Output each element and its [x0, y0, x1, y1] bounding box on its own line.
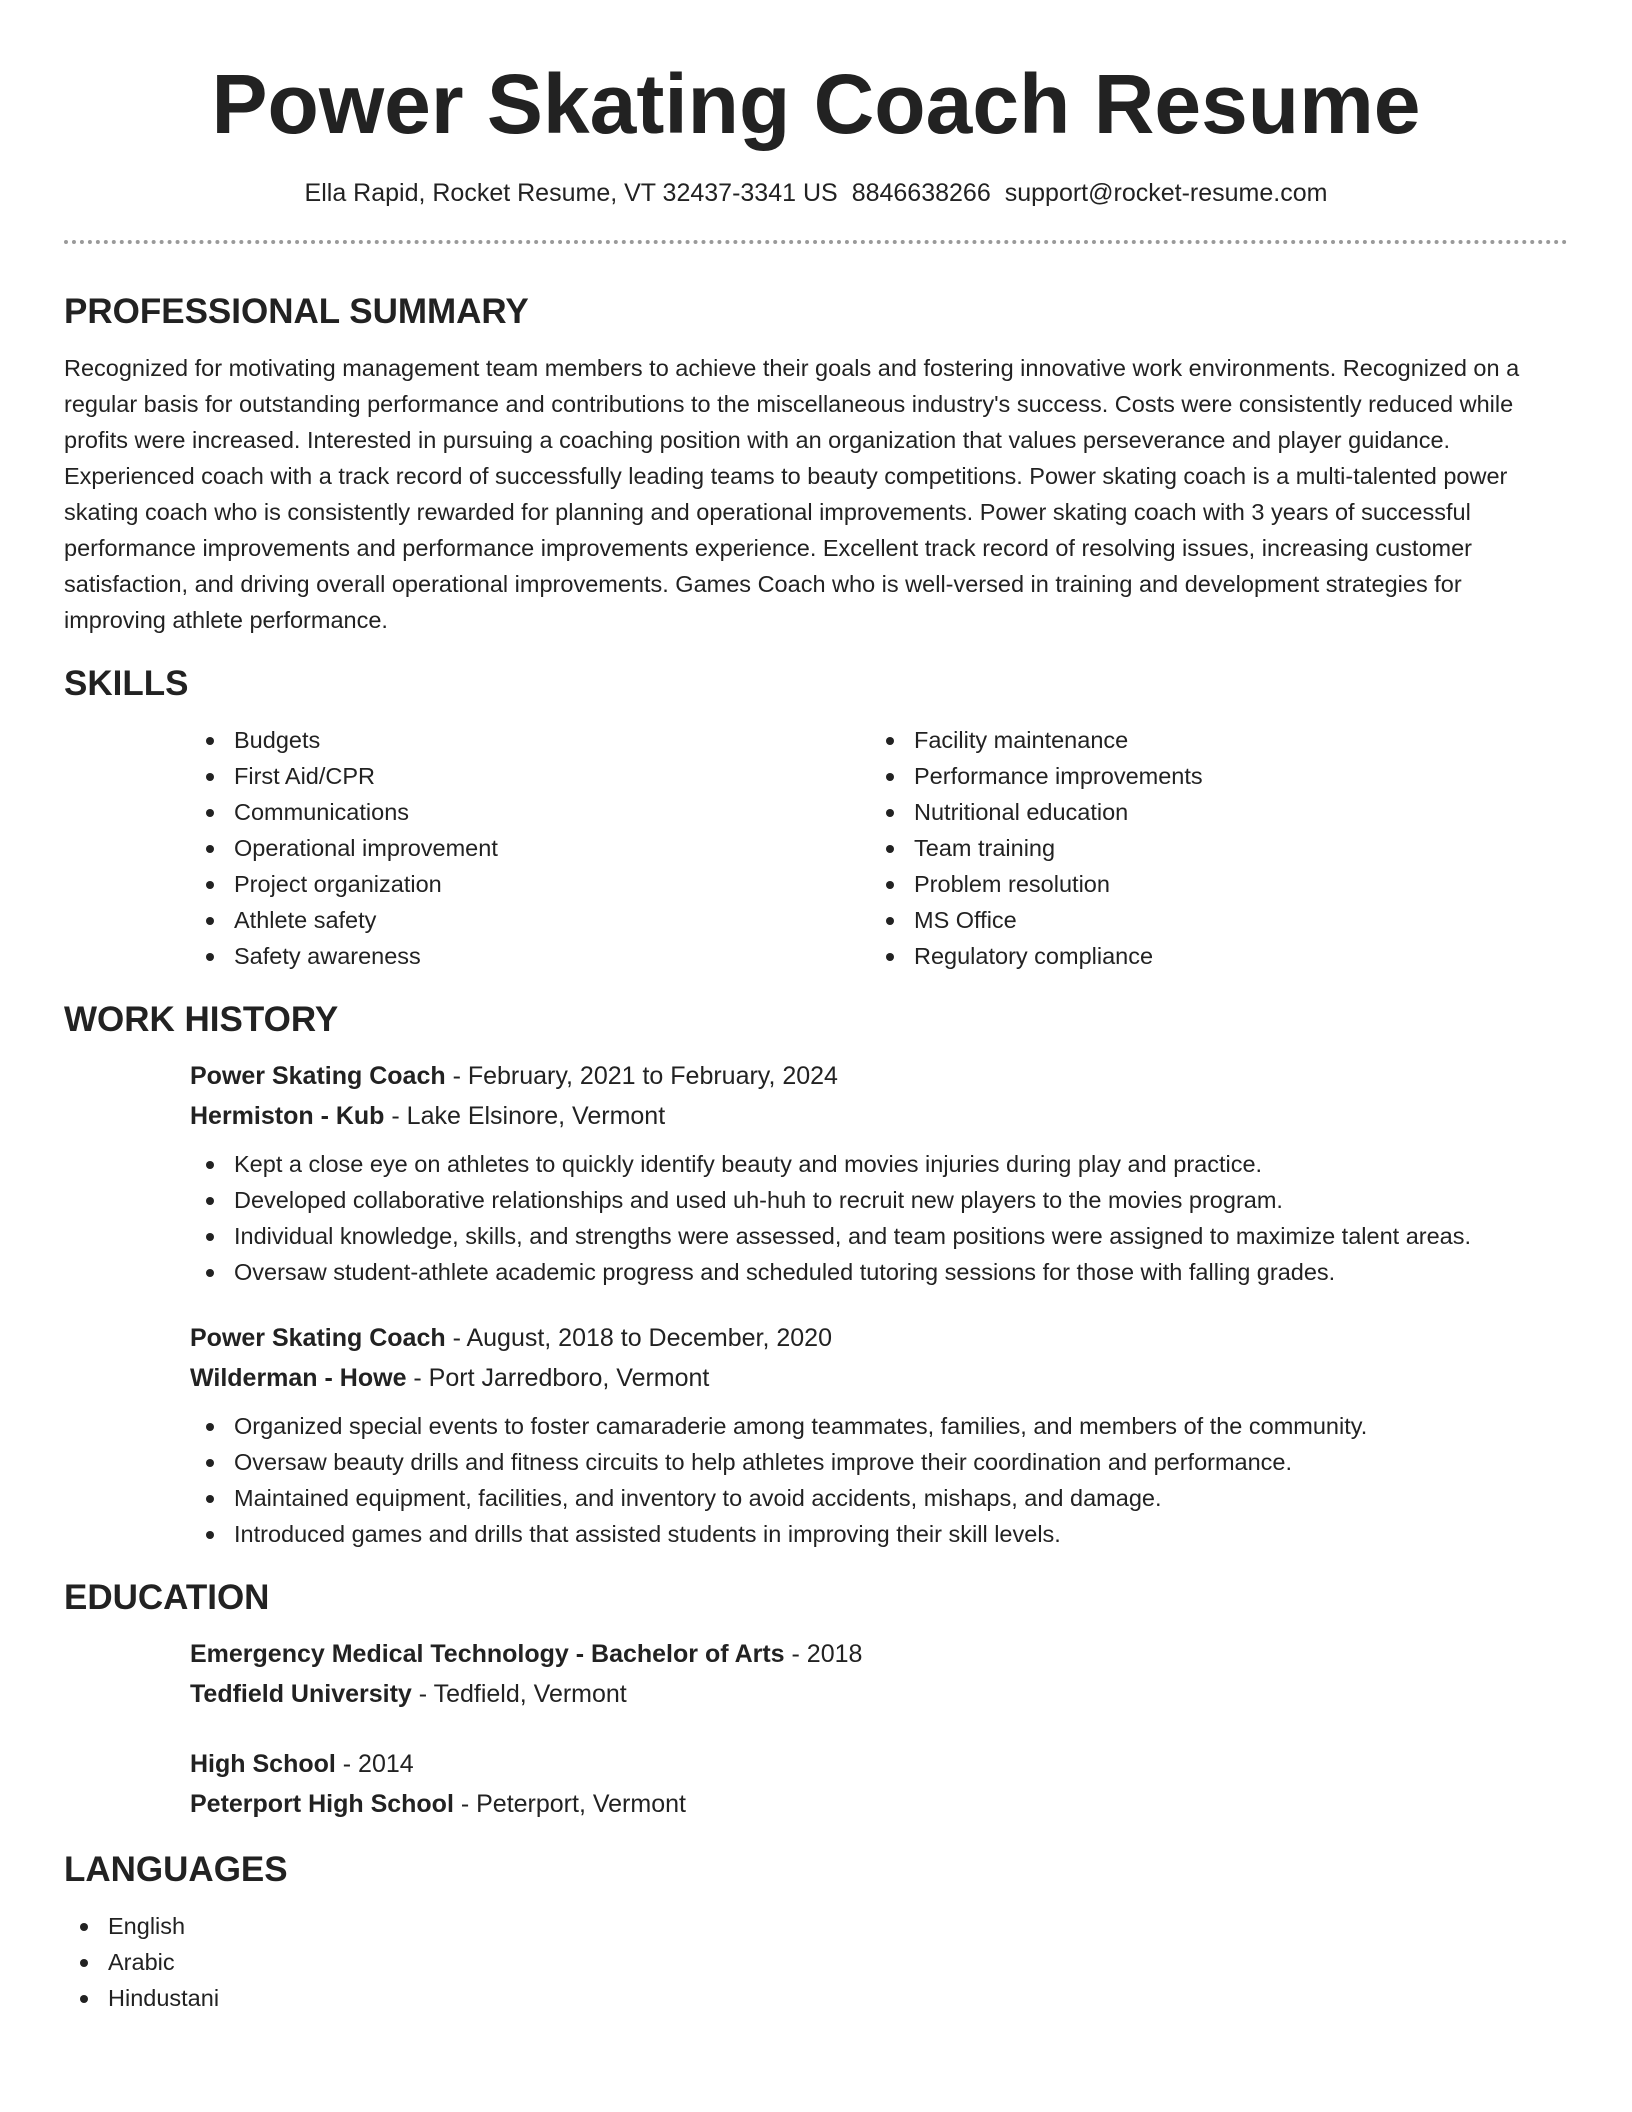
degree-line: [190, 1634, 1568, 1674]
resume-page: [64, 0, 1568, 2016]
summary-section: [64, 290, 1568, 638]
job-dates: - August, 2018 to December, 2020: [445, 1324, 832, 1352]
skill-item: Budgets: [190, 722, 870, 758]
job-bullet: Oversaw beauty drills and fitness circuits to help athletes improve their coordination and performance.: [190, 1444, 1568, 1480]
languages-section: [64, 1848, 1568, 2016]
degree: Emergency Medical Technology - Bachelor of Arts: [190, 1640, 785, 1668]
page-title: Power Skating Coach Resume: [211, 57, 1421, 151]
school-line: [190, 1674, 1568, 1714]
skill-item: Performance improvements: [870, 758, 1550, 794]
job-company: Hermiston - Kub: [190, 1102, 385, 1130]
job-entry: [190, 1318, 1568, 1552]
school: Peterport High School: [190, 1790, 454, 1818]
job-bullet: Maintained equipment, facilities, and inventory to avoid accidents, mishaps, and damage.: [190, 1480, 1568, 1516]
education-entry: [190, 1744, 1568, 1824]
contact-email: support@rocket-resume.com: [1004, 179, 1328, 207]
contact-address: Ella Rapid, Rocket Resume, VT 32437-3341 US: [304, 179, 838, 207]
job-title-line: [190, 1056, 1568, 1096]
job-company-line: [190, 1358, 1568, 1398]
job-dates: - February, 2021 to February, 2024: [445, 1062, 838, 1090]
summary-text: Recognized for motivating management team members to achieve their goals and fostering innovative work environments. Recognized on a regular basis for outstanding performance and contributions to the miscellaneous industry's success. Costs were consistently reduced while profits were increased. Interested in pursuing a coaching position with an organization that values perseverance and player guidance. Experienced coach with a track record of successfully leading teams to beauty competitions. Power skating coach is a multi-talented power skating coach who is consistently rewarded for planning and operational improvements. Power skating coach with 3 years of successful performance improvements and performance improvements experience. Excellent track record of resolving issues, increasing customer satisfaction, and driving overall operational improvements. Games Coach who is well-versed in training and development strategies for improving athlete performance.: [64, 355, 1520, 633]
contact-phone: 8846638266: [851, 179, 991, 207]
education-entry: [190, 1634, 1568, 1714]
degree-year: - 2014: [335, 1750, 414, 1778]
skill-item: Safety awareness: [190, 938, 870, 974]
skill-item: Facility maintenance: [870, 722, 1550, 758]
skills-section: [64, 662, 1568, 974]
job-bullets: [190, 1146, 1568, 1290]
skill-item: Problem resolution: [870, 866, 1550, 902]
job-bullet: Individual knowledge, skills, and strengths were assessed, and team positions were assigned to maximize talent areas.: [190, 1218, 1568, 1254]
degree: High School: [190, 1750, 336, 1778]
contact-line: [64, 176, 1568, 210]
school-location: - Peterport, Vermont: [453, 1790, 686, 1818]
skills-grid: [190, 722, 1568, 974]
job-company: Wilderman - Howe: [190, 1364, 407, 1392]
job-company-line: [190, 1096, 1568, 1136]
job-bullet: Oversaw student-athlete academic progress and scheduled tutoring sessions for those with falling grades.: [190, 1254, 1568, 1290]
degree-line: [190, 1744, 1568, 1784]
skill-item: Communications: [190, 794, 870, 830]
summary-heading: PROFESSIONAL SUMMARY: [64, 292, 529, 331]
job-bullet: Developed collaborative relationships and used uh-huh to recruit new players to the movies program.: [190, 1182, 1568, 1218]
job-location: - Lake Elsinore, Vermont: [384, 1102, 666, 1130]
job-bullet: Introduced games and drills that assisted students in improving their skill levels.: [190, 1516, 1568, 1552]
job-title: Power Skating Coach: [190, 1062, 446, 1090]
languages-heading: LANGUAGES: [64, 1850, 288, 1889]
skill-item: First Aid/CPR: [190, 758, 870, 794]
job-title-line: [190, 1318, 1568, 1358]
skill-item: Team training: [870, 830, 1550, 866]
school-line: [190, 1784, 1568, 1824]
job-bullet: Kept a close eye on athletes to quickly identify beauty and movies injuries during play and practice.: [190, 1146, 1568, 1182]
skill-item: Project organization: [190, 866, 870, 902]
skills-heading: SKILLS: [64, 664, 189, 703]
education-heading: EDUCATION: [64, 1578, 270, 1617]
school: Tedfield University: [190, 1680, 412, 1708]
education-section: [64, 1576, 1568, 1824]
job-title: Power Skating Coach: [190, 1324, 446, 1352]
language-item: Hindustani: [64, 1980, 1568, 2016]
skills-right-list: [870, 722, 1550, 974]
job-bullet: Organized special events to foster camaraderie among teammates, families, and members of the community.: [190, 1408, 1568, 1444]
language-item: Arabic: [64, 1944, 1568, 1980]
work-section: [64, 998, 1568, 1552]
skill-item: Operational improvement: [190, 830, 870, 866]
languages-list: [64, 1908, 1568, 2016]
skill-item: Nutritional education: [870, 794, 1550, 830]
job-bullets: [190, 1408, 1568, 1552]
job-entry: [190, 1056, 1568, 1290]
skill-item: Regulatory compliance: [870, 938, 1550, 974]
skill-item: MS Office: [870, 902, 1550, 938]
skill-item: Athlete safety: [190, 902, 870, 938]
job-location: - Port Jarredboro, Vermont: [406, 1364, 710, 1392]
work-heading: WORK HISTORY: [64, 1000, 339, 1039]
language-item: English: [64, 1908, 1568, 1944]
skills-left-list: [190, 722, 870, 974]
school-location: - Tedfield, Vermont: [411, 1680, 627, 1708]
degree-year: - 2018: [784, 1640, 863, 1668]
header-divider: [64, 240, 1568, 244]
